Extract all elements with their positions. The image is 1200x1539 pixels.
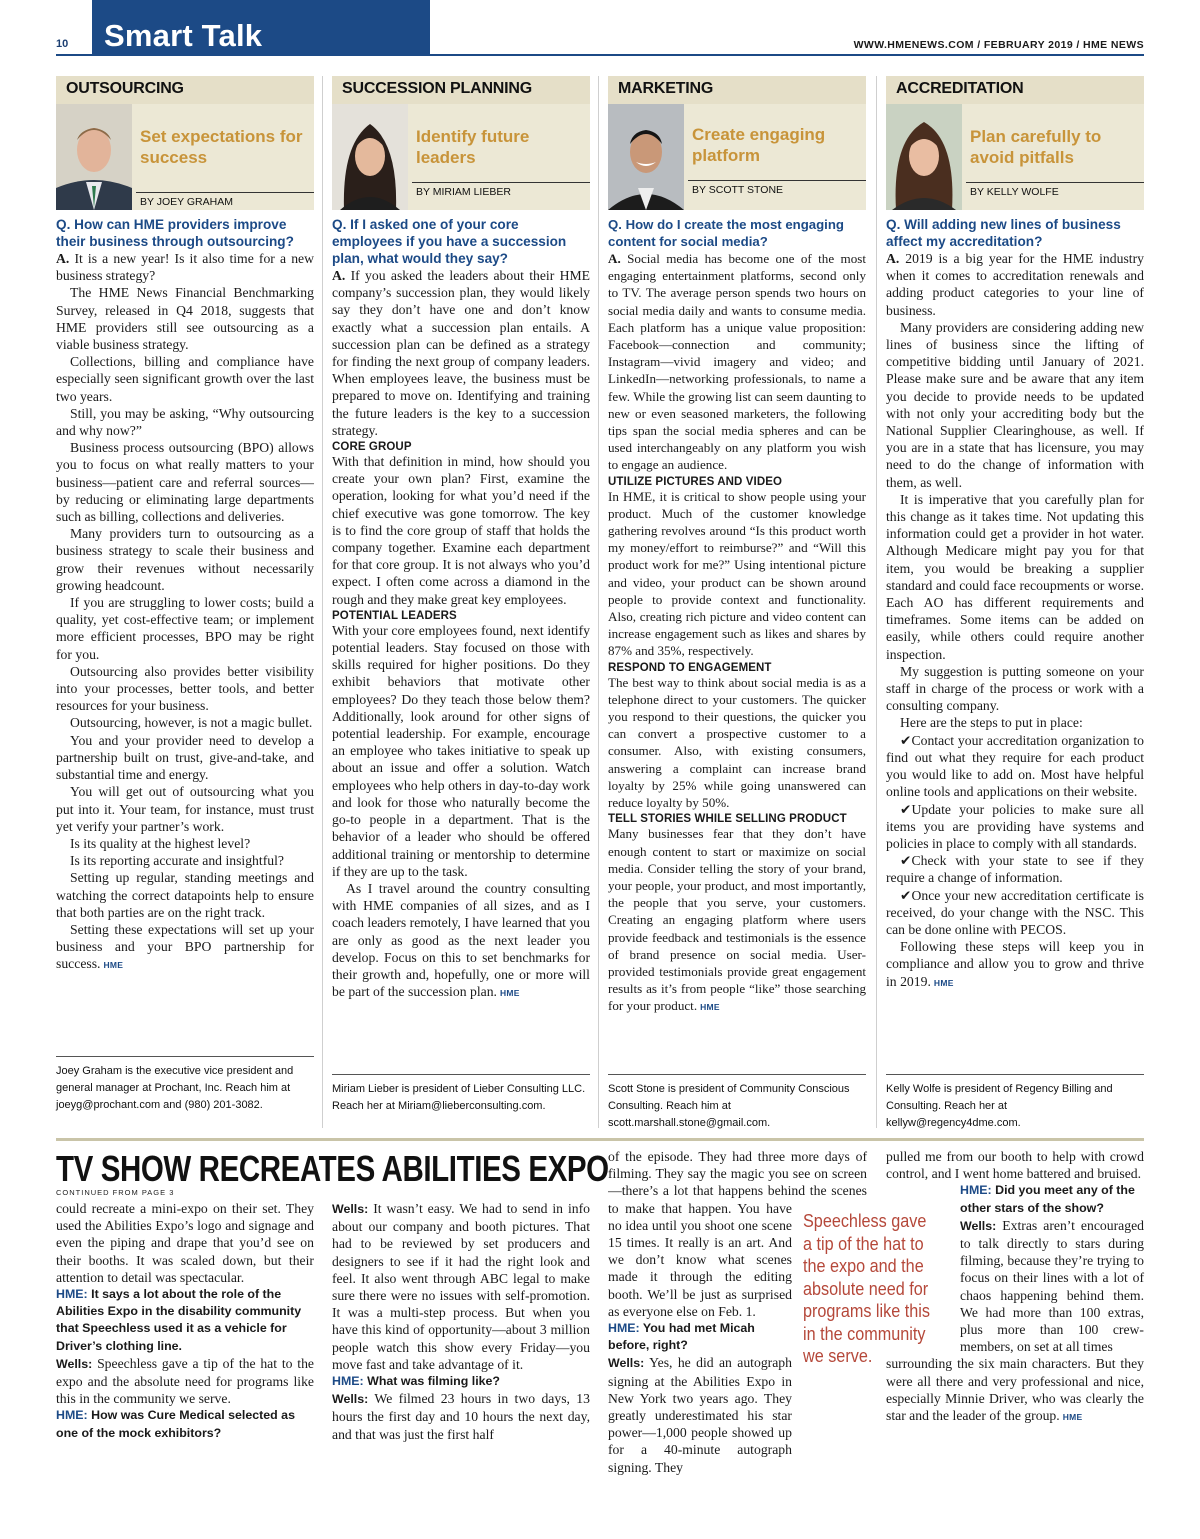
headline: Plan carefully to avoid pitfalls bbox=[970, 127, 1102, 167]
answer-lead: A. bbox=[56, 251, 70, 266]
question-text: What was filming like? bbox=[367, 1374, 500, 1389]
interview-answer bbox=[56, 1355, 314, 1408]
subhead: CORE GROUP bbox=[332, 441, 412, 454]
byline: BY KELLY WOLFE bbox=[970, 186, 1059, 198]
column-divider bbox=[598, 76, 599, 1128]
byline: BY SCOTT STONE bbox=[692, 184, 784, 196]
paragraph: surrounding the six main characters. But they were all there and very professional and nice, especially Minnie Driver, who was clearly the star and the leader of the group. bbox=[886, 1356, 1144, 1424]
question-text: You had met Micah before, right? bbox=[608, 1321, 755, 1353]
story-column-4 bbox=[886, 1148, 1144, 1424]
story-column-1 bbox=[56, 1200, 314, 1442]
answer-label: Wells: bbox=[332, 1392, 369, 1407]
interview-question bbox=[56, 1286, 314, 1355]
answer-label: Wells: bbox=[960, 1218, 997, 1233]
category-label: ACCREDITATION bbox=[886, 76, 1144, 104]
paragraph-text: of the episode. They had three more days of filming. They say the magic you see on screen—there’s a lot that happens behind the scenes to make that happen. You have no idea until you shoot one scene 15 times. It really is an art. And we don’t know what scenes made it through the editing booth. We’ll be just as surprised as everyone else on Feb. 1. bbox=[608, 1149, 867, 1319]
author-bio: Joey Graham is the executive vice president and general manager at Prochant, Inc. Reach him at joeyg@prochant.com and (980) 201-3082. bbox=[56, 1056, 314, 1114]
column-accreditation bbox=[886, 76, 1144, 990]
subhead: UTILIZE PICTURES AND VIDEO bbox=[608, 475, 783, 488]
question: Q. If I asked one of your core employees if you have a succession plan, what would they say? bbox=[332, 217, 567, 266]
paragraph: My suggestion is putting someone on your staff in charge of the process or work with a consulting company. bbox=[886, 663, 1144, 714]
headline: Identify future leaders bbox=[416, 127, 530, 167]
paragraph: You will get out of outsourcing what you put into it. Your team, for instance, must trust yet verify your partner’s work. bbox=[56, 784, 314, 834]
question-label: HME: bbox=[608, 1321, 640, 1336]
paragraph: Outsourcing also provides better visibility into your processes, better tools, and better resources for your business. bbox=[56, 663, 314, 714]
question-label: HME: bbox=[56, 1408, 88, 1423]
checklist-item: ✔Check with your state to see if they require a change of information. bbox=[886, 853, 1144, 886]
answer-text: It is a new year! Is it also time for a new business strategy? bbox=[56, 251, 314, 284]
section-banner bbox=[92, 0, 430, 56]
pull-quote: Speechless gave a tip of the hat to the expo and the absolute need for programs like this in the community we serve. bbox=[803, 1211, 930, 1366]
column-divider bbox=[322, 76, 323, 1128]
paragraph: If you are struggling to lower costs; build a quality, yet cost-effective team; or implement more efficient processes, BPO may be right for you. bbox=[56, 595, 314, 662]
interview-answer bbox=[960, 1217, 1144, 1356]
byline-rule bbox=[412, 182, 590, 183]
answer-text: Extras aren’t encouraged to talk directly to stars during filming, because they’re trying to focus on their lines with a lot of chaos happening behind them. We had more than 100 extras, plus more than 100 crew-members, on set at all times bbox=[960, 1217, 1145, 1355]
paragraph: Is its quality at the highest level? bbox=[70, 835, 251, 851]
subhead: POTENTIAL LEADERS bbox=[332, 609, 457, 622]
paragraph: Is its reporting accurate and insightful? bbox=[70, 853, 284, 869]
checklist-item: ✔Once your new accreditation certificate is received, do your change with the NSC. This can be done online with PECOS. bbox=[886, 887, 1144, 937]
article-body bbox=[56, 250, 314, 973]
author-bio: Kelly Wolfe is president of Regency Billing and Consulting. Reach her at kellyw@regency4dme.com. bbox=[886, 1074, 1144, 1132]
answer-lead: A. bbox=[332, 268, 346, 283]
paragraph: Here are the steps to put in place: bbox=[900, 715, 1083, 731]
checklist-item: ✔Update your policies to make sure all items you are providing have systems and policies in place to comply with all standards. bbox=[886, 801, 1144, 851]
interview-question bbox=[960, 1182, 1144, 1216]
story-column-2 bbox=[332, 1200, 590, 1443]
paragraph: Following these steps will keep you in compliance and allow you to grow and thrive in 2019. bbox=[886, 939, 1144, 989]
author-photo bbox=[886, 104, 962, 210]
paragraph: Business process outsourcing (BPO) allows you to focus on what really matters to your business—patient care and referral sources—by reducing or eliminating large departments such as billing, collections and deliveries. bbox=[56, 440, 314, 525]
paragraph: Collections, billing and compliance have especially seen significant growth over the last two years. bbox=[56, 354, 314, 404]
column-outsourcing bbox=[56, 76, 314, 973]
headline-box bbox=[56, 104, 314, 210]
article-body bbox=[608, 250, 866, 1015]
end-mark: HME bbox=[700, 1002, 720, 1013]
category-label: MARKETING bbox=[608, 76, 866, 104]
byline: BY MIRIAM LIEBER bbox=[416, 186, 511, 198]
headline-box bbox=[608, 104, 866, 210]
question-label: HME: bbox=[56, 1287, 88, 1302]
answer-text: 2019 is a big year for the HME industry when it comes to accreditation renewals and adding product categories to your line of business. bbox=[886, 251, 1144, 318]
section-title: Smart Talk bbox=[104, 18, 263, 53]
subhead: TELL STORIES WHILE SELLING PRODUCT bbox=[608, 813, 847, 826]
interview-answer bbox=[332, 1390, 590, 1443]
headline-box bbox=[332, 104, 590, 210]
paragraph: The HME News Financial Benchmarking Survey, released in Q4 2018, suggests that HME providers still see outsourcing as a viable business strategy. bbox=[56, 285, 314, 353]
question-text: How was Cure Medical selected as one of the mock exhibitors? bbox=[56, 1408, 295, 1440]
paragraph: Setting up regular, standing meetings and watching the correct datapoints help to ensure that both parties are on the right track. bbox=[56, 870, 314, 920]
answer-text: Yes, he did an autograph signing at the Abilities Expo in New York two years ago. They greatly underestimated his star power—1,000 people showed up for a 40-minute autograph signing. They bbox=[608, 1355, 792, 1475]
end-mark: HME bbox=[499, 988, 520, 999]
folio: WWW.HMENEWS.COM / FEBRUARY 2019 / HME NEWS bbox=[853, 39, 1144, 51]
continued-from: CONTINUED FROM PAGE 3 bbox=[56, 1188, 175, 1197]
paragraph: With that definition in mind, how should you create your own plan? First, examine the operation, looking for what you’d need if the chief executive was gone tomorrow. The key is to find the core group of staff that holds the company together. Examine each department for that core group. It is not always who you’d expect. I often come across a diamond in the rough and they make great key employees. bbox=[332, 454, 590, 607]
paragraph: Still, you may be asking, “Why outsourcing and why now?” bbox=[56, 405, 314, 439]
category-label: SUCCESSION PLANNING bbox=[332, 76, 590, 104]
story-headline: TV SHOW RECREATES ABILITIES EXPO bbox=[56, 1148, 609, 1189]
answer-text: It wasn’t easy. We had to send in info about our company and booth pictures. That had to be reviewed by set producers and designers to see if it had the right look and feel. It also went through ABC legal to make sure there were no issues with self-promotion. It was a multi-step process. But when you have this kind of opportunity—about 3 million people watch this show every Friday—you move fast and take advantage of it. bbox=[332, 1201, 590, 1372]
question-text: Did you meet any of the other stars of the show? bbox=[960, 1183, 1135, 1215]
column-succession-planning bbox=[332, 76, 590, 1000]
author-photo bbox=[608, 104, 684, 210]
byline-rule bbox=[966, 182, 1144, 183]
answer-text: Speechless gave a tip of the hat to the expo and the absolute need for programs like this in the community we serve. bbox=[56, 1355, 315, 1407]
author-photo bbox=[332, 104, 408, 210]
paragraph: The best way to think about social media is as a telephone direct to your customers. The quicker you respond to their questions, the quicker you can convert a prospective customer to a consumer. Also, with existing consumers, answering a complaint can increase brand loyalty by 25% while going unanswered can reduce loyalty by 50%. bbox=[608, 674, 866, 811]
paragraph: could recreate a mini-expo on their set. They used the Abilities Expo’s logo and signage and even the piping and drape that you’d see on their booths. It was scaled down, but their attention to detail was spectacular. bbox=[56, 1201, 314, 1285]
answer-label: Wells: bbox=[56, 1356, 93, 1371]
author-bio: Scott Stone is president of Community Conscious Consulting. Reach him at scott.marshall.stone@gmail.com. bbox=[608, 1074, 866, 1132]
byline: BY JOEY GRAHAM bbox=[140, 196, 233, 208]
end-mark: HME bbox=[103, 960, 124, 971]
paragraph: Many providers are considering adding new lines of business since the lifting of competitive bidding until January of 2021. Please make sure and be aware that any item you decide to provide needs to be updated with not only your accrediting body but the National Supplier Clearinghouse, as well. If you are in a state that has licensure, you may need to do the change of information with them, as well. bbox=[886, 319, 1144, 490]
checklist-item: ✔Contact your accreditation organization to find out what they require for each product you would like to add on. Most have helpful online tools and applications on their website. bbox=[886, 732, 1144, 800]
column-marketing bbox=[608, 76, 866, 1015]
paragraph: With your core employees found, next identify potential leaders. Stay focused on those with skills required for higher positions. Do they exhibit behaviors that motivate other employees? Do they teach those below them? Additionally, look around for other signs of potential leadership. For example, encourage an employee who takes initiative to speak up about an issue and offer a solution. Watch employees who help others in day-to-day work and look for those who naturally become the go-to people in a department. That is the behavior of a leader who should be offered additional training or mentorship to determine if they are up to the task. bbox=[332, 622, 590, 879]
answer-text: If you asked the leaders about their HME company’s succession plan, they would likely say they don’t have one and don’t know exactly what a succession plan entails. A succession plan can be defined as a strategy for finding the next group of company leaders. When employees leave, the business must be prepared to move on. Identifying and training the future leaders is the key to a succession strategy. bbox=[332, 268, 590, 438]
answer-lead: A. bbox=[608, 251, 621, 266]
byline-rule bbox=[136, 192, 314, 193]
paragraph: Many businesses fear that they don’t have enough content to start or maximize on social media. Consider telling the story of your brand, your people, your product, and most importantly, the people that you serve, your customers. Creating an engaging platform where users provide feedback and testimonials is the essence of brand presence on social media. User-provided testimonials provide great engagement results as it’s from people “like” those searching for your product. bbox=[608, 826, 866, 1014]
end-mark: HME bbox=[933, 977, 954, 988]
answer-text: We filmed 23 hours in two days, 13 hours the first day and 10 hours the next day, and that was just the first half bbox=[332, 1391, 590, 1442]
subhead: RESPOND TO ENGAGEMENT bbox=[608, 661, 772, 674]
page-number: 10 bbox=[56, 38, 69, 50]
byline-rule bbox=[688, 180, 866, 181]
paragraph: It is imperative that you carefully plan for this change as it takes time. Not updating this information could get a provider in hot water. Although Medicare might pay you for that item, you would be breaking a supplier standard and could face recoupments or worse. Each AO has different requirements and timeframes. Some items can be added on easily, while others could require another inspection. bbox=[886, 491, 1144, 662]
interview-question bbox=[608, 1320, 794, 1354]
paragraph: Setting these expectations will set up your business and your BPO partnership for success. bbox=[56, 921, 314, 972]
section-divider bbox=[56, 1138, 1144, 1141]
paragraph: You and your provider need to develop a partnership built on trust, give-and-take, and substantial time and energy. bbox=[56, 732, 314, 783]
author-bio: Miriam Lieber is president of Lieber Consulting LLC. Reach her at Miriam@lieberconsulting.com. bbox=[332, 1074, 590, 1115]
column-divider bbox=[876, 76, 877, 1128]
paragraph: pulled me from our booth to help with crowd control, and I went home battered and bruised. bbox=[886, 1149, 1144, 1182]
author-photo bbox=[56, 104, 132, 210]
header-rule bbox=[56, 54, 1144, 56]
interview-answer bbox=[332, 1200, 590, 1373]
category-label: OUTSOURCING bbox=[56, 76, 314, 104]
paragraph: As I travel around the country consulting with HME companies of all sizes, and as I coach leaders remotely, I have learned that you are only as good as the next leader you develop. Focus on this to set benchmarks for their growth and, hopefully, one or more will be part of the succession plan. bbox=[332, 880, 590, 1000]
headline: Create engaging platform bbox=[692, 125, 826, 165]
question-label: HME: bbox=[332, 1374, 364, 1389]
answer-label: Wells: bbox=[608, 1356, 645, 1371]
interview-question bbox=[332, 1373, 590, 1390]
question: Q. Will adding new lines of business affect my accreditation? bbox=[886, 217, 1121, 249]
question: Q. How can HME providers improve their business through outsourcing? bbox=[56, 217, 294, 249]
article-body bbox=[332, 267, 590, 1000]
article-body bbox=[886, 250, 1144, 990]
answer-text: Social media has become one of the most engaging entertainment platforms, second only to TV. The average person spends two hours on social media daily and wants to consume media. Each platform has a unique value proposition: Facebook—connection and community; Instagram—vivid imagery and video; and LinkedIn—networking professionals, to name a few. While the growing list can seem daunting to new or even seasoned marketers, the following tips span the social media spheres and can be used interchangeably on any platform you wish to engage an audience. bbox=[608, 251, 866, 473]
headline: Set expectations for success bbox=[140, 127, 303, 167]
paragraph: Outsourcing, however, is not a magic bullet. bbox=[70, 715, 313, 731]
end-mark: HME bbox=[1062, 1412, 1083, 1423]
question-text: It says a lot about the role of the Abilities Expo in the disability community that Speechless used it as a vehicle for Driver’s clothing line. bbox=[56, 1287, 302, 1353]
paragraph: In HME, it is critical to show people using your product. Much of the customer knowledge gathering revolves around “Is this product worth my money/effort to reimburse?” and “Will this product work for me?” Using intentional picture and video, your product can be shown around people to provide context and functionality. Also, creating rich picture and video content can increase engagement such as likes and shares by 87% and 35%, respectively. bbox=[608, 488, 866, 659]
question-label: HME: bbox=[960, 1183, 992, 1198]
headline-box bbox=[886, 104, 1144, 210]
interview-question bbox=[56, 1407, 314, 1441]
answer-label: Wells: bbox=[332, 1202, 369, 1216]
paragraph: Many providers turn to outsourcing as a business strategy to scale their business and grow their revenues without necessarily growing headcount. bbox=[56, 526, 314, 593]
question: Q. How do I create the most engaging content for social media? bbox=[608, 217, 844, 249]
answer-lead: A. bbox=[886, 251, 900, 266]
